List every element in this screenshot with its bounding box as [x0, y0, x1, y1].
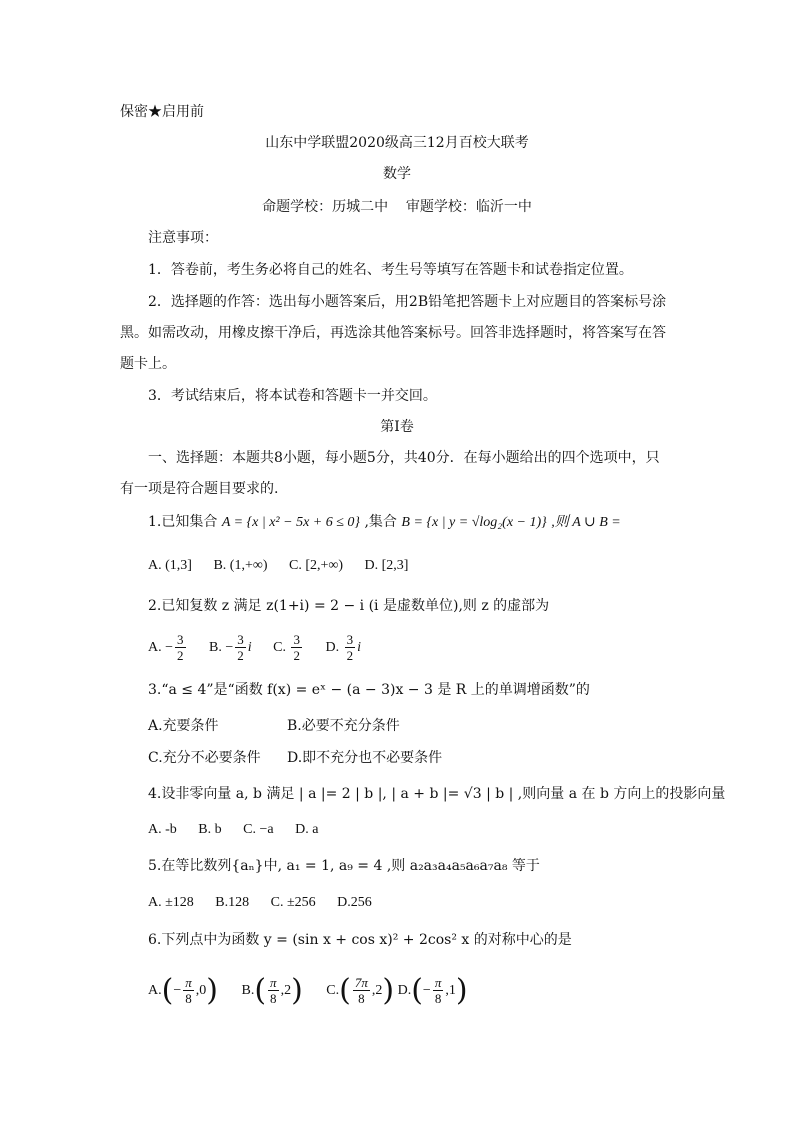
note-item-2-line-2: 黑。如需改动，用橡皮擦干净后，再选涂其他答案标号。回答非选择题时，将答案写在答: [120, 325, 666, 341]
q6-b-num: π: [270, 975, 277, 991]
q6-a-den: 8: [185, 991, 192, 1007]
exam-title: 山东中学联盟2020级高三12月百校大联考: [265, 135, 529, 151]
q2-option-a: [148, 632, 188, 664]
q6-option-c-label: C.: [326, 983, 340, 998]
q6-option-d-label: D.: [397, 983, 412, 998]
exam-schools: 命题学校：历城二中 审题学校：临沂一中: [262, 199, 532, 215]
note-item-1: 1．答卷前，考生务必将自己的姓名、考生号等填写在答题卡和试卷指定位置。: [148, 262, 633, 278]
q6-c-num: 7π: [354, 975, 368, 991]
question-2-stem: 2.已知复数 z 满足 z(1+i) = 2 − i (i 是虚数单位),则 z 的虚部为: [148, 598, 550, 614]
q2-c-den: 2: [293, 648, 300, 664]
question-3-stem: 3.“a ≤ 4”是“函数 f(x) = eˣ − (a − 3)x − 3 是 R 上的单调增函数”的: [148, 682, 590, 698]
q3-option-c: C.充分不必要条件: [148, 750, 261, 766]
q1-option-c: C. [2,+∞): [288, 558, 344, 573]
question-1-stem: [148, 512, 621, 533]
q1-set-b: B = {x | y = √log₂(x − 1)}: [401, 515, 547, 530]
q2-option-b: [209, 632, 252, 664]
q2-a-num: 3: [177, 632, 184, 648]
q2-d-imag: i: [357, 640, 361, 655]
q6-option-a: A.(− $\frac{\pi}{8}$ ,0): [148, 972, 218, 1008]
q6-c-y: ,2: [371, 983, 383, 998]
notes-heading: 注意事项：: [148, 230, 218, 246]
q1-option-a: A. (1,3]: [148, 558, 192, 573]
q2-d-den: 2: [346, 648, 354, 664]
q4-option-b: B. b: [198, 822, 222, 837]
q6-b-den: 8: [270, 991, 277, 1007]
q1-set-a: A = {x | x² − 5x + 6 ≤ 0}: [221, 515, 361, 530]
q2-d-num: 3: [346, 632, 354, 648]
question-1-options: [148, 556, 426, 576]
q6-a-y: ,0: [195, 983, 207, 998]
question-2-options: [148, 632, 379, 664]
q4-option-c: C. −a: [243, 822, 274, 837]
q6-option-a-label: A.: [148, 983, 162, 998]
q6-option-d: D.(− $\frac{\pi}{8}$ ,1): [397, 972, 468, 1008]
note-item-3: 3．考试结束后，将本试卷和答题卡一并交回。: [148, 388, 437, 404]
secrecy-label: 保密★启用前: [120, 104, 204, 120]
section-instruction-line-1: 一、选择题：本题共8小题，每小题5分，共40分．在每小题给出的四个选项中，只: [148, 450, 660, 466]
q6-a-num: π: [185, 975, 192, 991]
q5-option-c: C. ±256: [270, 895, 316, 910]
q1-option-d: D. [2,3]: [364, 558, 409, 573]
q2-option-b-label: B. −: [209, 640, 234, 655]
q6-d-den: 8: [434, 991, 442, 1007]
q4-option-a: A. -b: [148, 822, 177, 837]
q2-option-a-label: A. −: [148, 640, 174, 655]
q6-a-sign: −: [173, 983, 182, 998]
q5-option-d: D.256: [337, 895, 372, 910]
q6-option-b-label: B.: [241, 983, 255, 998]
q2-option-c-label: C.: [273, 640, 286, 655]
note-item-2-line-1: 2．选择题的作答：选出每小题答案后，用2B铅笔把答题卡上对应题目的答案标号涂: [148, 294, 667, 310]
section-instruction-line-2: 有一项是符合题目要求的.: [120, 481, 279, 497]
q6-option-c: C.( $\frac{7\pi}{8}$ ,2): [326, 972, 395, 1008]
q3-option-b: B.必要不充分条件: [287, 718, 400, 734]
question-5-options: [148, 893, 390, 913]
q4-option-d: D. a: [295, 822, 319, 837]
q1-mid: ,集合: [364, 514, 397, 530]
question-4-options: [148, 820, 336, 840]
q1-prefix: 1.已知集合: [148, 514, 218, 530]
q6-d-sign: −: [422, 983, 431, 998]
q1-option-b: B. (1,+∞): [213, 558, 268, 573]
exam-subject: 数学: [383, 166, 411, 182]
question-6-options: [148, 974, 486, 1008]
q6-d-num: π: [434, 975, 442, 991]
q2-a-den: 2: [177, 648, 184, 664]
q1-suffix: ,则 A ∪ B =: [551, 515, 621, 530]
q2-b-den: 2: [237, 648, 244, 664]
question-5-stem: 5.在等比数列{aₙ}中, a₁ = 1, a₉ = 4 ,则 a₂a₃a₄a₅a₆a₇a₈ 等于: [148, 858, 540, 874]
q2-option-c: [273, 632, 304, 664]
q6-b-y: ,2: [280, 983, 292, 998]
q2-b-imag: i: [247, 640, 252, 655]
q2-c-num: 3: [293, 632, 300, 648]
q6-c-den: 8: [358, 991, 365, 1007]
q2-option-d-label: D.: [325, 640, 340, 655]
q6-d-y: ,1: [445, 983, 456, 998]
question-4-stem: 4.设非零向量 a, b 满足 | a |= 2 | b |, | a + b |= √3 | b | ,则向量 a 在 b 方向上的投影向量: [148, 786, 726, 802]
q3-option-a: A.充要条件: [148, 718, 219, 734]
q5-option-a: A. ±128: [148, 895, 194, 910]
question-6-stem: 6.下列点中为函数 y = (sin x + cos x)² + 2cos² x 的对称中心的是: [148, 932, 572, 948]
q3-option-d: D.即不充分也不必要条件: [287, 750, 443, 766]
q2-option-d: [325, 632, 361, 664]
q6-option-b: B.( $\frac{\pi}{8}$ ,2): [241, 972, 303, 1008]
volume-title: 第I卷: [380, 419, 414, 435]
q2-b-num: 3: [237, 632, 244, 648]
q5-option-b: B.128: [215, 895, 250, 910]
note-item-2-line-3: 题卡上。: [120, 356, 176, 372]
